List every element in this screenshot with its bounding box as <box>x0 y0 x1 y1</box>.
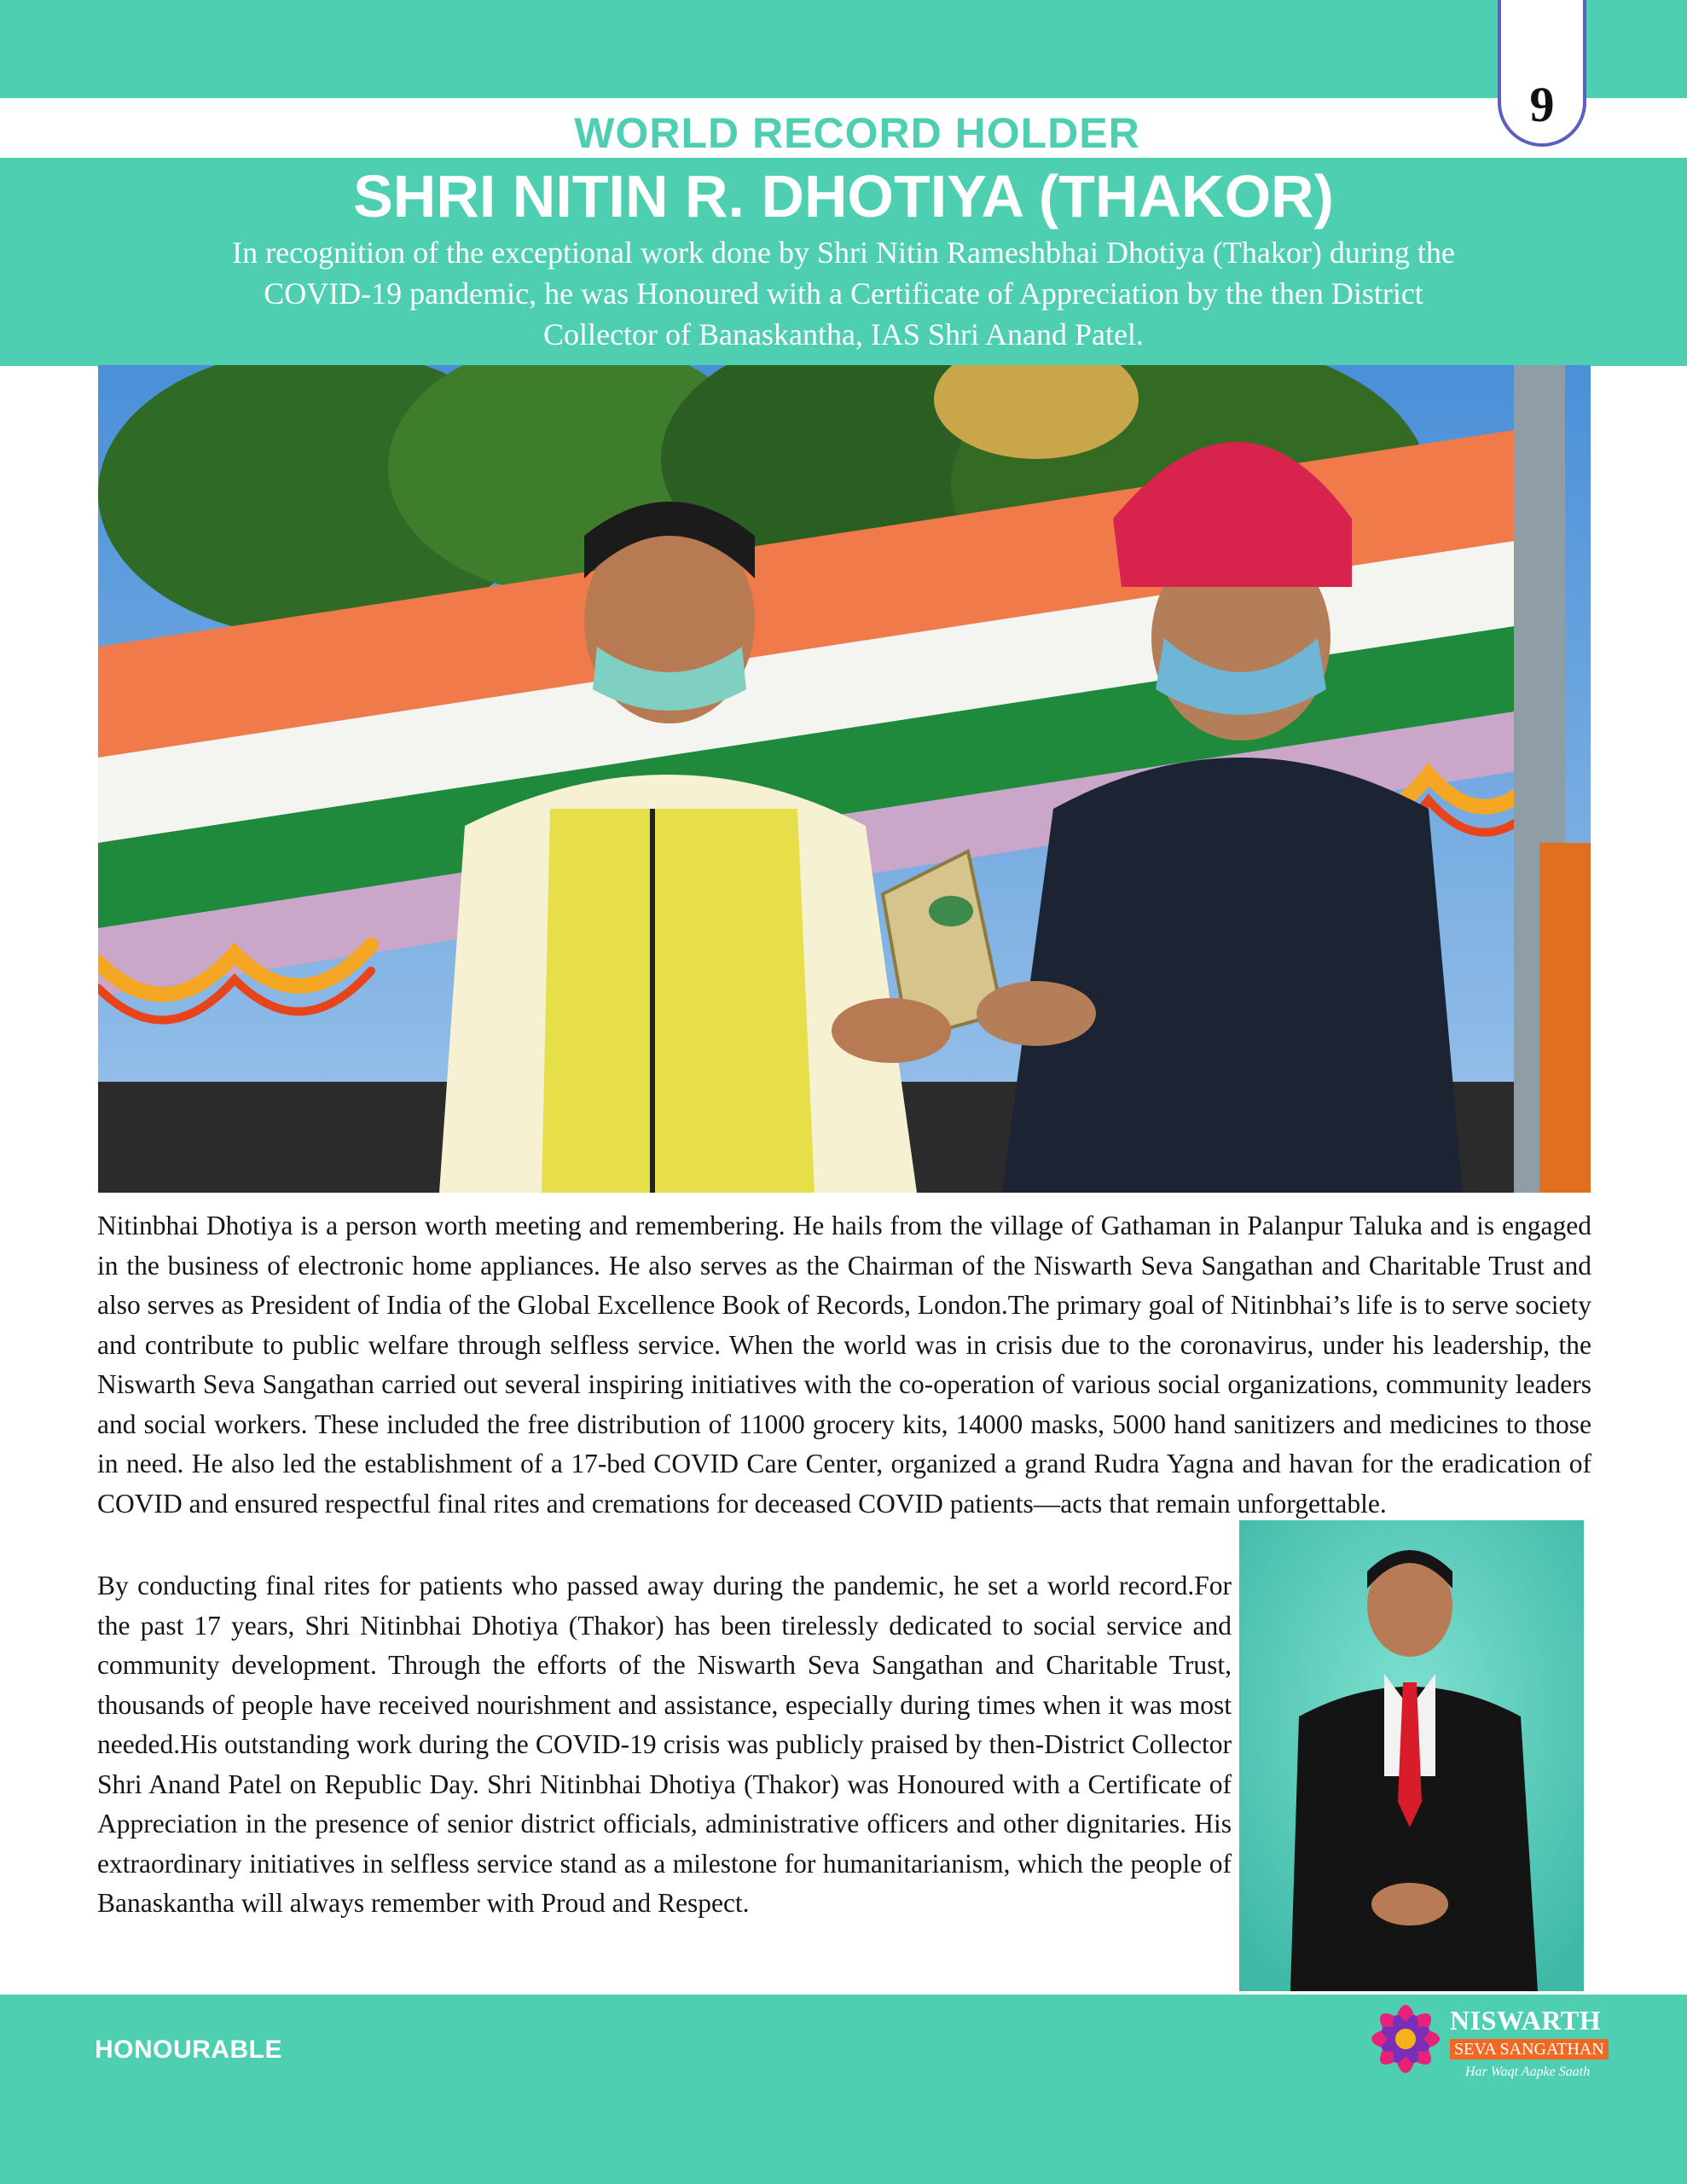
logo-tagline: Har Waqt Aapke Saath <box>1465 2065 1591 2079</box>
page-title: SHRI NITIN R. DHOTIYA (THAKOR) <box>353 163 1334 229</box>
body-paragraph-2: By conducting final rites for patients who passed away during the pandemic, he set a world record.For the past 17 years, Shri Nitinbhai Dhotiya (Thakor) has been tirelessly dedicated to social service and community development. Through the efforts of the Niswarth Seva Sangathan and Charitable Trust, thousands of people have received nourishment and assistance, especially during times when it was most needed.His outstanding work during the COVID-19 crisis was publicly praised by then-District Collector Shri Anand Patel on Republic Day. Shri Nitinbhai Dhotiya (Thakor) was Honoured with a Certificate of Appreciation in the presence of senior district officials, administrative officers and other dignitaries. His extraordinary initiatives in selfless service stand as a milestone for humanitarianism, which the people of Banaskantha will always remember with Proud and Respect. <box>97 1571 1232 1918</box>
portrait-photo <box>1239 1520 1584 1991</box>
page-number: 9 <box>1529 77 1555 132</box>
kicker-heading: WORLD RECORD HOLDER <box>574 109 1140 157</box>
intro-text: In recognition of the exceptional work done by Shri Nitin Rameshbhai Dhotiya (Thakor) during the COVID-19 pandemic, he was Honoured with a Certificate of Appreciation by the then District Collector of Banaskantha, IAS Shri Anand Patel. <box>232 235 1455 351</box>
lotus-logo-icon <box>1363 1996 1448 2082</box>
section-label: HONOURABLE <box>95 2036 282 2064</box>
niswarth-logo <box>1363 1996 1604 2088</box>
logo-subtitle: SEVA SANGATHAN <box>1450 2039 1609 2059</box>
top-band <box>0 0 1687 98</box>
award-ceremony-photo <box>98 365 1591 1193</box>
body-paragraph-1: Nitinbhai Dhotiya is a person worth meeting and remembering. He hails from the village of Gathaman in Palanpur Taluka and is engaged in the business of electronic home appliances. He also serves as the Chairman of the Niswarth Seva Sangathan and Charitable Trust and also serves as President of India of the Global Excellence Book of Records, London.The primary goal of Nitinbhai’s life is to serve society and contribute to public welfare through selfless service. When the world was in crisis due to the coronavirus, under his leadership, the Niswarth Seva Sangathan carried out several inspiring initiatives with the co-operation of various social organizations, community leaders and social workers. These included the free distribution of 11000 grocery kits, 14000 masks, 5000 hand sanitizers and medicines to those in need. He also led the establishment of a 17-bed COVID Care Center, organized a grand Rudra Yagna and havan for the eradication of COVID and ensured respectful final rites and cremations for deceased COVID patients—acts that remain unforgettable. <box>97 1211 1591 1519</box>
page-number-tab <box>1498 0 1586 147</box>
logo-name: NISWARTH <box>1450 2005 1602 2036</box>
